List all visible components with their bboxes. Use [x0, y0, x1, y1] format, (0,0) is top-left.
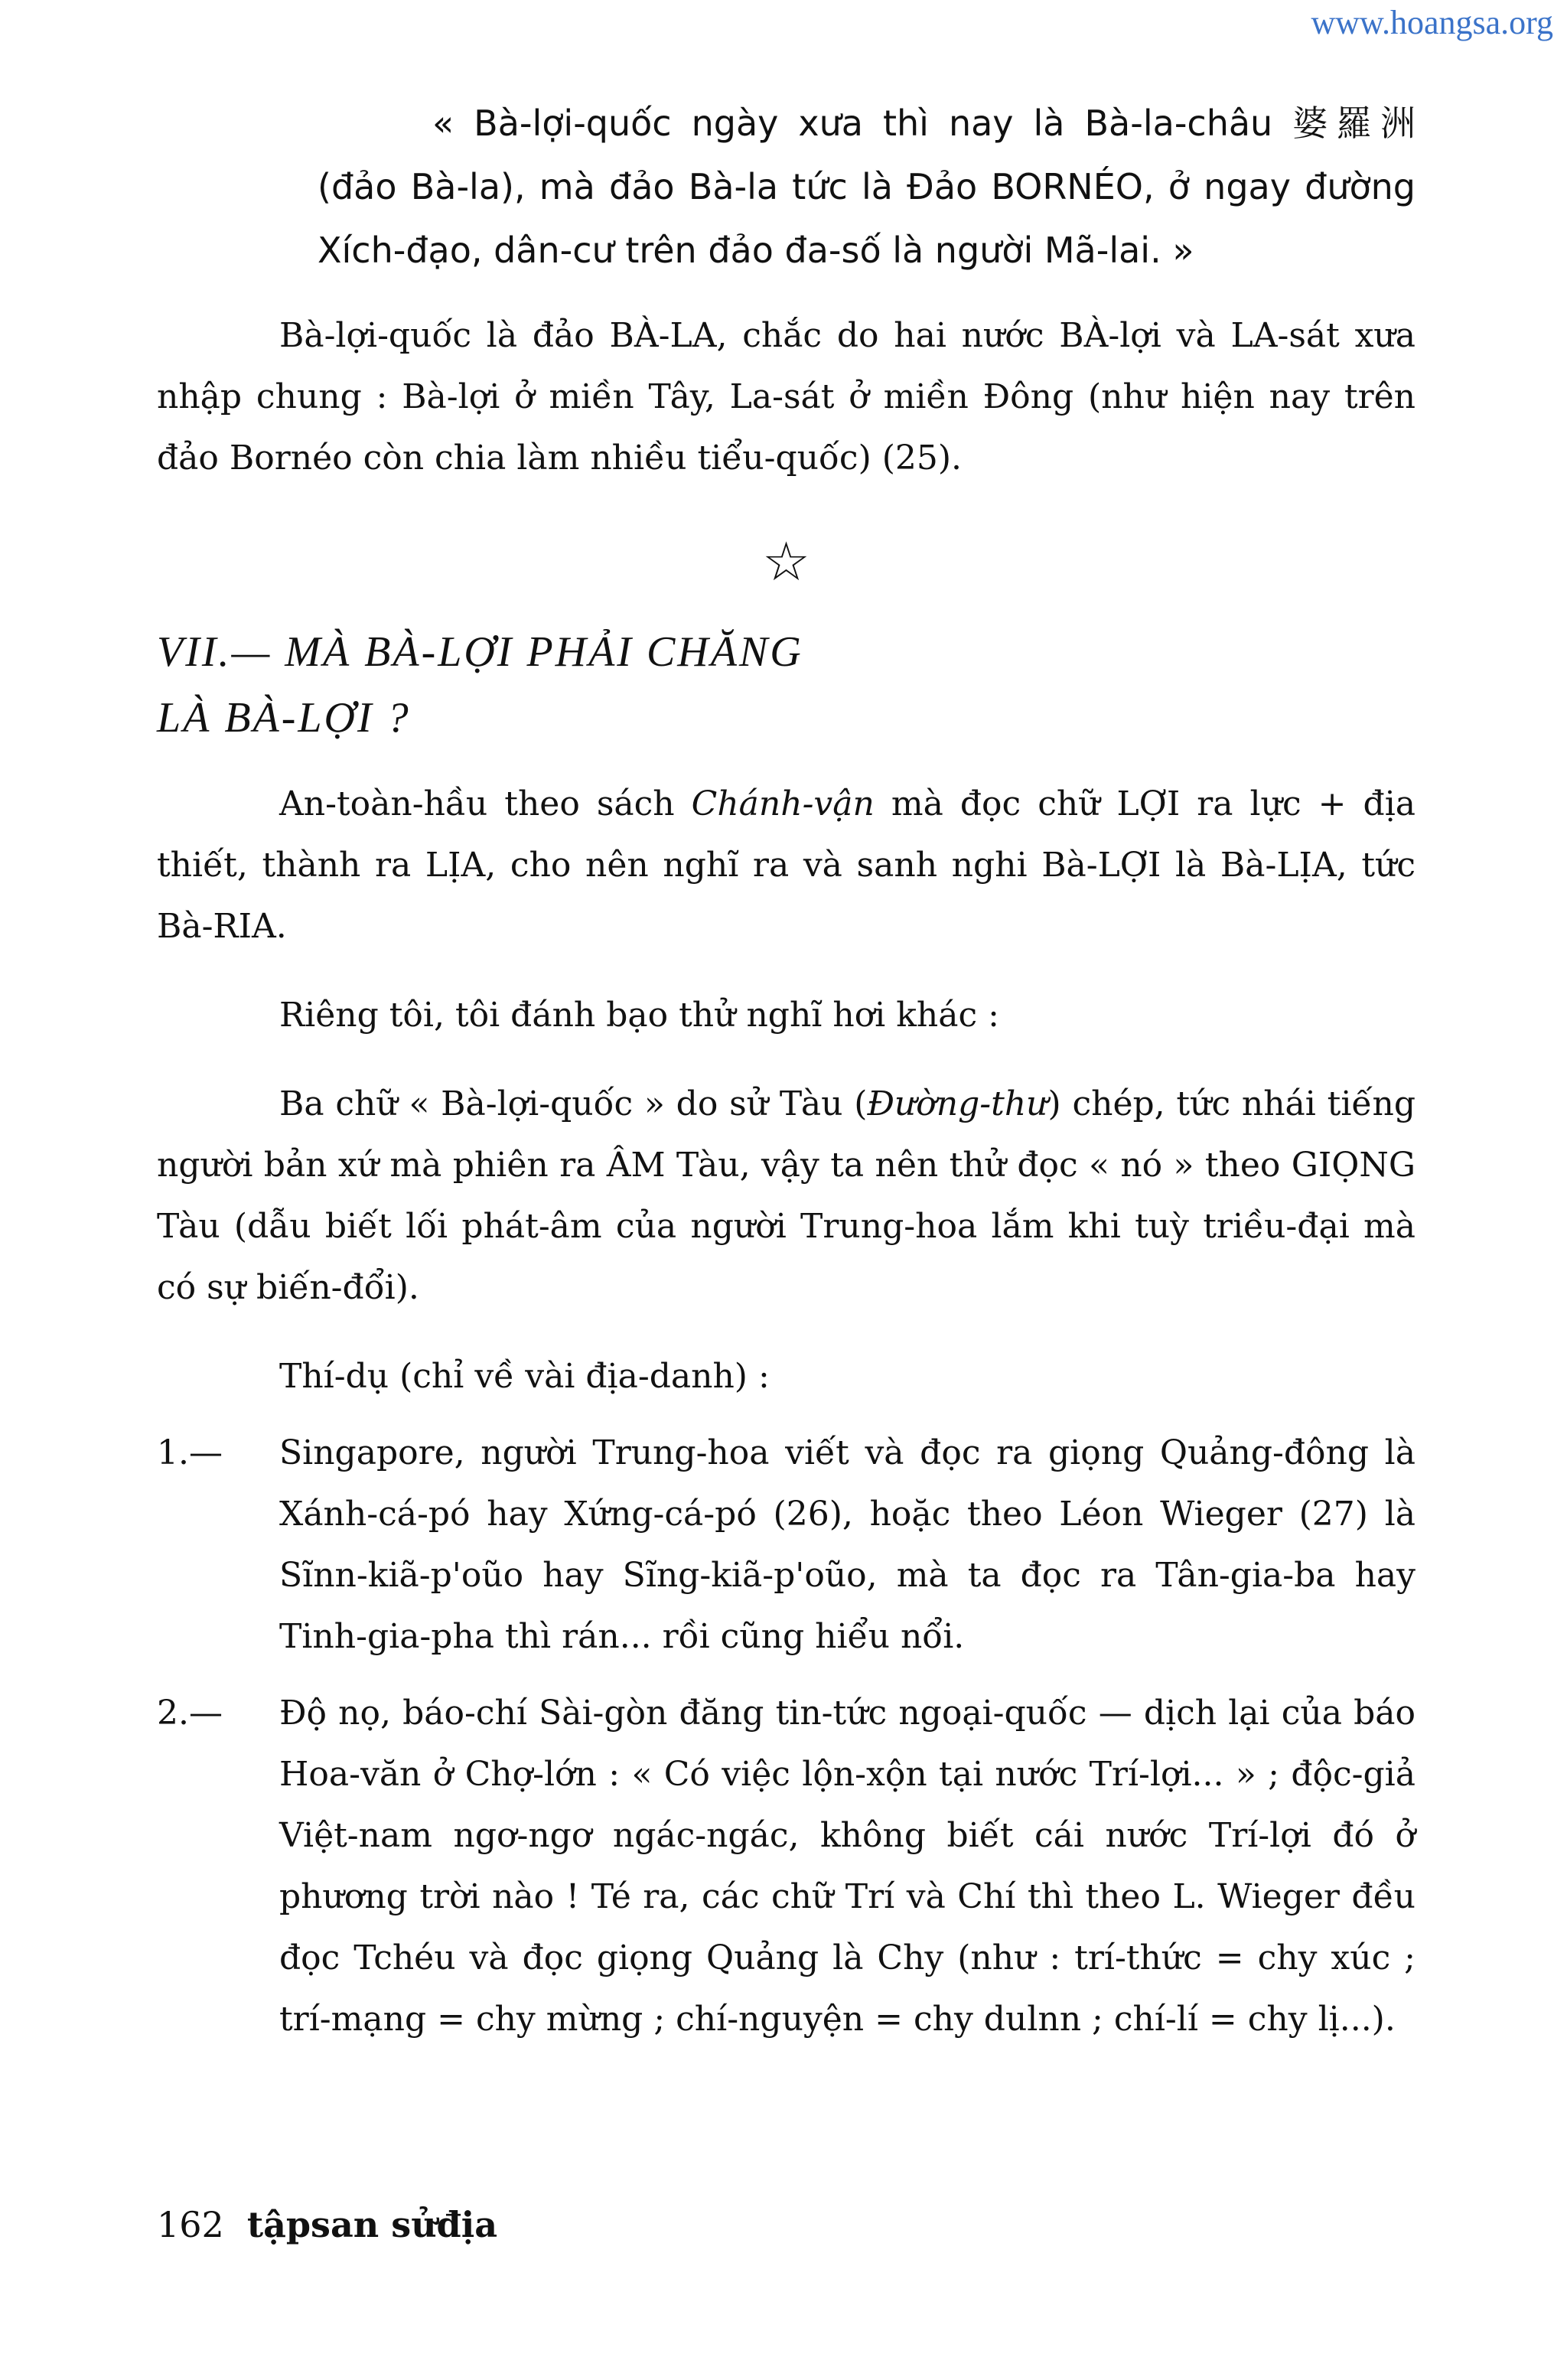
page-footer [157, 2204, 497, 2245]
paragraph-4-part-b: ) chép, tức nhái tiếng người bản xứ mà phiên ra ÂM Tàu, vậy ta nên thử đọc « nó » theo GIỌNG Tàu (dẫu biết lối phát-âm của người Trung-hoa lắm khi tuỳ triều-đại mà có sự biến-đổi). [157, 1084, 1416, 1307]
paragraph-4 [157, 1074, 1416, 1319]
paragraph-5: Thí-dụ (chỉ về vài địa-danh) : [279, 1357, 770, 1396]
publication-title: tậpsan sửđịa [246, 2204, 497, 2245]
paragraph-2-part-b: mà đọc chữ LỢI ra lực + địa thiết, thành ra LỊA, cho nên nghĩ ra và sanh nghi Bà-LỢI là Bà-LỊA, tức Bà-RIA. [157, 784, 1416, 946]
block-quote [318, 92, 1416, 282]
watermark-url[interactable]: www.hoangsa.org [1311, 4, 1553, 41]
paragraph-1: Bà-lợi-quốc là đảo BÀ-LA, chắc do hai nước BÀ-lợi và LA-sát xưa nhập chung : Bà-lợi ở miền Tây, La-sát ở miền Đông (như hiện nay trên đảo Bornéo còn chia làm nhiều tiểu-quốc) (25). [157, 316, 1416, 478]
paragraph-2-italic: Chánh-vận [691, 784, 875, 823]
heading-line-2: LÀ BÀ-LỢI ? [157, 694, 411, 742]
page-content [157, 92, 1416, 2050]
section-heading [157, 619, 1416, 751]
quote-text: « Bà-lợi-quốc ngày xưa thì nay là Bà-la-châu 婆羅洲 (đảo Bà-la), mà đảo Bà-la tức là Đảo BORNÉO, ở ngay đường Xích-đạo, dân-cư trên đảo đa-số là người Mã-lai. » [318, 103, 1416, 271]
paragraph-2-part-a: An-toàn-hầu theo sách [279, 784, 692, 823]
list-item-2-number: 2.— [157, 1694, 223, 1733]
list-item-2 [157, 1683, 1416, 2050]
paragraph-3: Riêng tôi, tôi đánh bạo thử nghĩ hơi khác : [279, 996, 999, 1035]
heading-line-1: VII.— MÀ BÀ-LỢI PHẢI CHĂNG [157, 628, 803, 676]
list-item-1-number: 1.— [157, 1433, 223, 1472]
list-item-2-text: Độ nọ, báo-chí Sài-gòn đăng tin-tức ngoại-quốc — dịch lại của báo Hoa-văn ở Chợ-lớn : « Có việc lộn-xộn tại nước Trí-lợi... » ; độc-giả Việt-nam ngơ-ngơ ngác-ngác, không biết cái nước Trí-lợi đó ở phương trời nào ! Té ra, các chữ Trí và Chí thì theo L. Wieger đều đọc Tchéu và đọc giọng Quảng là Chy (như : trí-thức = chy xúc ; trí-mạng = chy mừng ; chí-nguyện = chy dulnn ; chí-lí = chy lị...). [279, 1694, 1416, 2039]
paragraph-4-italic: Đường-thư [867, 1084, 1048, 1123]
star-icon: ☆ [762, 530, 810, 593]
list-item-1 [157, 1423, 1416, 1668]
page-number: 162 [157, 2204, 224, 2245]
list-item-1-text: Singapore, người Trung-hoa viết và đọc ra giọng Quảng-đông là Xánh-cá-pó hay Xứng-cá-pó (26), hoặc theo Léon Wieger (27) là Sĩnn-kiã-p'oũo hay Sĩng-kiã-p'oũo, mà ta đọc ra Tân-gia-ba hay Tinh-gia-pha thì rán... rồi cũng hiểu nổi. [279, 1433, 1416, 1656]
paragraph-4-part-a: Ba chữ « Bà-lợi-quốc » do sử Tàu ( [279, 1084, 868, 1123]
paragraph-2 [157, 774, 1416, 957]
